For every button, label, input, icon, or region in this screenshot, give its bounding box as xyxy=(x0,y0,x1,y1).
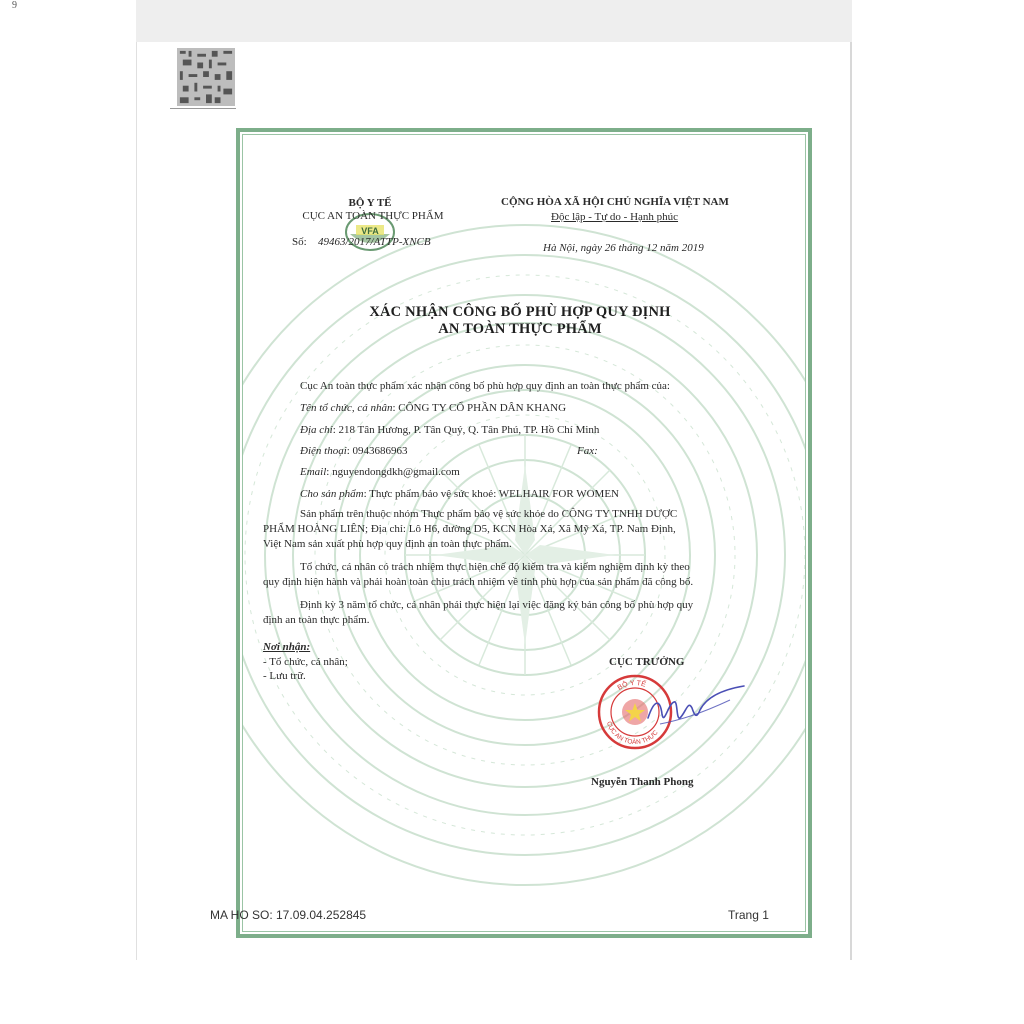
qr-underline xyxy=(170,108,236,109)
svg-text:VFA: VFA xyxy=(361,226,379,236)
address-row xyxy=(300,424,599,437)
national-motto: Độc lập - Tự do - Hạnh phúc xyxy=(551,211,679,223)
ministry-name: BỘ Y TẾ xyxy=(348,197,392,209)
para1-line3: Việt Nam sản xuất phù hợp quy định an toàn thực phẩm. xyxy=(263,538,512,550)
department-name: CỤC AN TOÀN THỰC PHẨM xyxy=(302,210,444,222)
org-label: Tên tổ chức, cá nhân xyxy=(300,402,393,414)
intro-text: Cục An toàn thực phẩm xác nhận công bố phù hợp quy định an toàn thực phẩm của: xyxy=(300,380,670,392)
country-name: CỘNG HÒA XÃ HỘI CHỦ NGHĨA VIỆT NAM xyxy=(501,196,729,208)
para1-line1: Sản phẩm trên thuộc nhóm Thực phẩm bảo vệ sức khỏe do CÔNG TY TNHH DƯỢC xyxy=(300,508,678,520)
product-label: Cho sản phẩm xyxy=(300,488,364,500)
phone-value: : 0943686963 xyxy=(346,445,408,457)
product-value: : Thực phẩm bảo vệ sức khoẻ: WELHAIR FOR WOMEN xyxy=(363,488,619,500)
fax-label: Fax: xyxy=(577,445,598,457)
product-row xyxy=(300,488,619,501)
corner-page-number: 9 xyxy=(12,0,17,11)
svg-text:CỤC AN TOÀN THỰC: CỤC AN TOÀN THỰC xyxy=(604,720,660,747)
signer-name: Nguyễn Thanh Phong xyxy=(591,776,694,788)
org-row xyxy=(300,402,566,415)
email-row xyxy=(300,466,460,479)
file-code: MA HO SO: 17.09.04.252845 xyxy=(210,908,367,922)
doc-number-value: 49463/2017/ATTP-XNCB xyxy=(318,236,431,248)
doc-number-label: Số: xyxy=(292,236,307,248)
qr-code-icon xyxy=(176,48,236,106)
address-value: : 218 Tân Hương, P. Tân Quý, Q. Tân Phú, TP. Hồ Chí Minh xyxy=(332,424,600,436)
svg-text:BỘ Y TẾ: BỘ Y TẾ xyxy=(616,679,647,692)
org-value: : CÔNG TY CỔ PHẦN DÂN KHANG xyxy=(392,402,567,414)
para3-line1: Định kỳ 3 năm tổ chức, cá nhân phải thực hiện lại việc đăng ký bản công bố phù hợp quy xyxy=(300,599,694,611)
email-value: : nguyendongdkh@gmail.com xyxy=(326,466,460,478)
place-date: Hà Nội, ngày 26 tháng 12 năm 2019 xyxy=(543,242,704,254)
signer-role: CỤC TRƯỞNG xyxy=(609,656,685,668)
para1-line2: PHẨM HOÀNG LIÊN; Địa chỉ: Lô H6, đường D5, KCN Hòa Xá, Xã Mỹ Xá, TP. Nam Định, xyxy=(263,523,676,535)
email-label: Email xyxy=(300,466,327,478)
para2-line1: Tổ chức, cá nhân có trách nhiệm thực hiện chế độ kiểm tra và kiểm nghiệm định kỳ theo xyxy=(300,561,690,573)
recipients-label: Nơi nhận: xyxy=(263,641,311,653)
document-title-line2: AN TOÀN THỰC PHẨM xyxy=(438,321,602,337)
phone-row xyxy=(300,445,408,458)
recipient-item: - Tổ chức, cá nhân; xyxy=(263,656,348,668)
document-title-line1: XÁC NHẬN CÔNG BỐ PHÙ HỢP QUY ĐỊNH xyxy=(369,304,671,320)
para3-line2: định an toàn thực phẩm. xyxy=(263,614,370,626)
recipient-item: - Lưu trữ. xyxy=(263,670,306,682)
viewer-top-bar xyxy=(136,0,852,42)
page-indicator: Trang 1 xyxy=(728,908,769,922)
address-label: Địa chỉ xyxy=(300,424,333,436)
phone-label: Điện thoại xyxy=(300,445,347,457)
handwritten-signature xyxy=(640,680,750,740)
para2-line2: quy định hiện hành và phải hoàn toàn chịu trách nhiệm về tính phù hợp của sản phẩm đã công bố. xyxy=(263,576,694,588)
